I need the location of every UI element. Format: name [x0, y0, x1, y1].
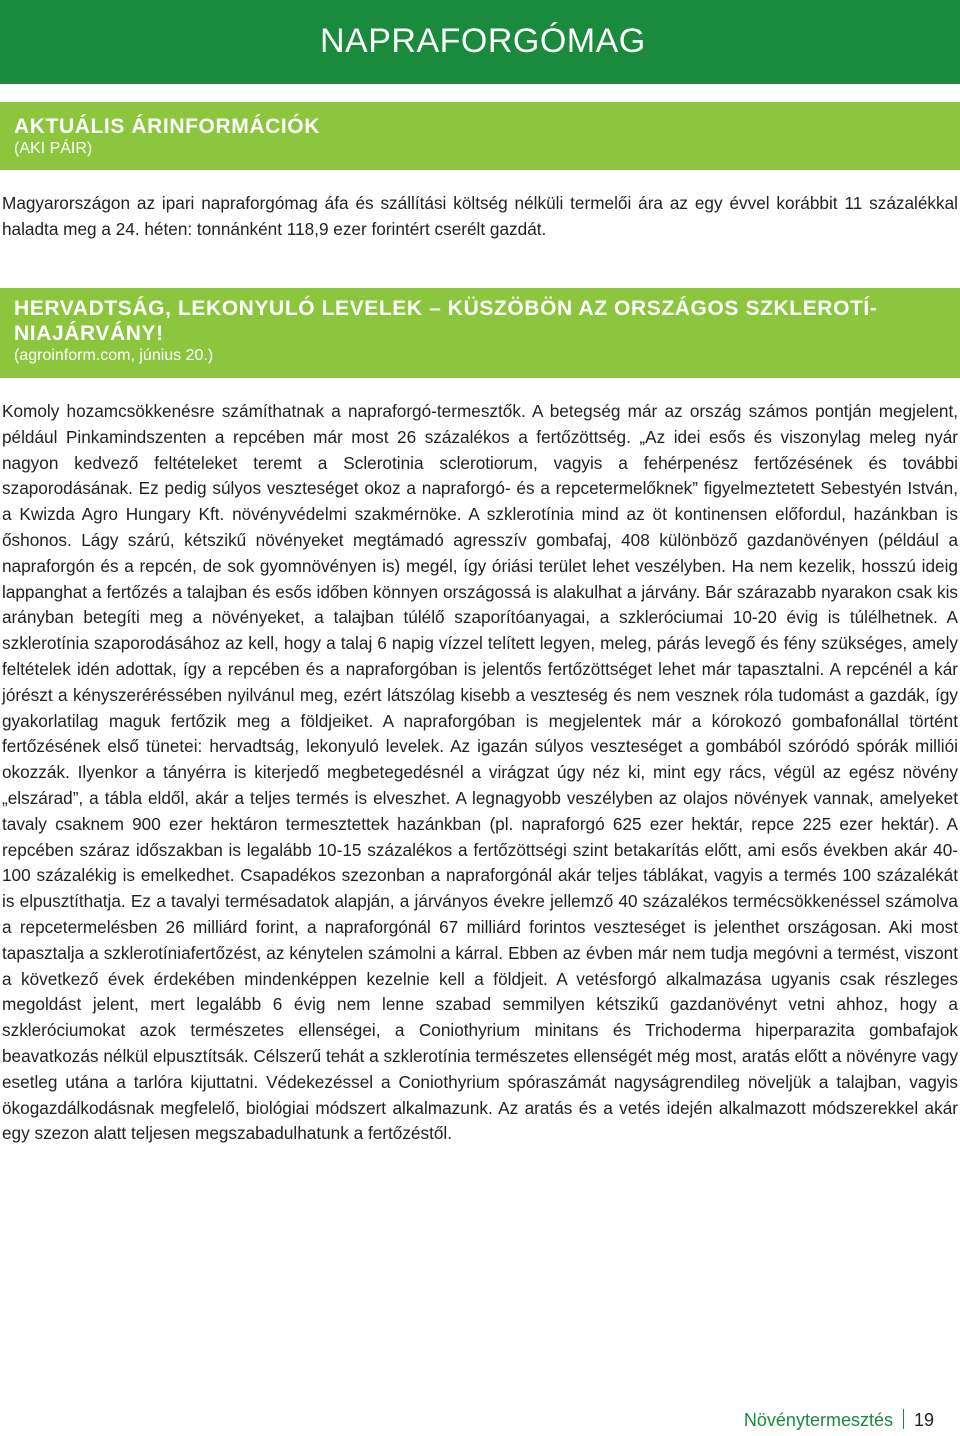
section-heading-price-info [0, 102, 960, 170]
section-title: AKTUÁLIS ÁRINFORMÁCIÓK [14, 115, 321, 138]
footer-divider [903, 1409, 904, 1429]
page-footer [744, 1409, 934, 1431]
section-source: (AKI PÁIR) [14, 140, 93, 157]
section-source: (agroinform.com, június 20.) [14, 347, 214, 364]
section-title: HERVADTSÁG, LEKONYULÓ LEVELEK – KÜSZÖBÖN AZ ORSZÁGOS SZKLEROTÍ-NIAJÁRVÁNY! [14, 297, 878, 345]
price-info-paragraph: Magyarországon az ipari napraforgómag áfa és szállítási költség nélküli termelői ára az egy évvel korábbit 11 százalékkal haladta meg a 24. héten: tonnánként 118,9 ezer forintért cserélt gazdát. [2, 193, 958, 239]
footer-section-name: Növénytermesztés [743, 1410, 893, 1430]
page-title: NAPRAFORGÓMAG [320, 22, 646, 60]
page-number: 19 [913, 1410, 934, 1430]
header-banner [0, 0, 960, 84]
section-heading-sclerotinia [0, 288, 960, 378]
article-body: Komoly hozamcsökkenésre számíthatnak a napraforgó-termesztők. A betegség már az ország számos pontján megjelent, például Pinkamindszenten a repcében már most 26 százalékos a fertőzöttség. „Az idei esős és viszonylag meleg nyár nagyon kedvező feltételeket teremt a Sclerotinia sclerotiorum, vagyis a fehérpenész fertőzésének és további szaporodásának. Ez pedig súlyos veszteséget okoz a napraforgó- és a repcetermelőknek” figyelmeztetett Sebestyén István, a Kwizda Agro Hungary Kft. növényvédelmi szakmérnöke. A szklerotínia mind az öt kontinensen előfordul, hazánkban is őshonos. Lágy szárú, kétszikű növényeket megtámadó agresszív gombafaj, 408 különböző gazdanövényen (például a napraforgón és a repcén, de sok gyomnövényen is) megél, így óriási terület lehet veszélyben. Ha nem kezelik, hosszú ideig lappanghat a fertőzés a talajban és esős időben könnyen országossá is alakulhat a járvány. Bár szárazabb nyarakon csak kis arányban betegíti meg a növényeket, a talajban túlélő szaporítóanyagai, a szkleróciumai 10-20 évig is túlélhetnek. A szklerotínia szaporodásához az kell, hogy a talaj 6 napig vízzel telített legyen, meleg, párás levegő és fény szükséges, amely feltételek idén adottak, így a repcében és a napraforgóban is jelentős fertőzöttséget lehet már tapasztalni. A repcénél a kár jórészt a kényszeréréssében nyilvánul meg, ezért látszólag kisebb a veszteség és nem vesznek róla tudomást a gazdák, így gyakorlatilag maguk fertőzik meg a földjeiket. A napraforgóban is megjelentek már a kórokozó gombafonállal történt fertőzésének első tünetei: hervadtság, lekonyuló levelek. Az igazán súlyos veszteséget a gombából szóródó spórák milliói okozzák. Ilyenkor a tányérra is kiterjedő megbetegedésnél a virágzat úgy néz ki, mint egy rács, végül az egész növény „elszárad”, a tábla eldől, akár a teljes termés is elveszhet. A legnagyobb veszélyben az olajos növények vannak, amelyeket tavaly csaknem 900 ezer hektáron termesztettek hazánkban (pl. napraforgó 625 ezer hektár, repce 225 ezer hektár). A repcében száraz időszakban is legalább 10-15 százalékos a fertőzöttségi szint betakarítás előtt, ami esős években akár 40-100 százalékig is emelkedhet. Csapadékos szezonban a napraforgónál akár teljes táblákat, vagyis a termés 100 százalékát is elpusztíthatja. Ez a tavalyi termésadatok alapján, a járványos évekre jellemző 40 százalékos termécsökkenéssel számolva a repcetermelésben 26 milliárd forint, a napraforgónál 67 milliárd forintos veszteséget is jelenthet országosan. Aki most tapasztalja a szklerotíniafertőzést, az kénytelen számolni a kárral. Ebben az évben már nem tudja megóvni a termést, viszont a következő évek érdekében mindenképpen kezelnie kell a földjeit. A vetésforgó alkalmazása ugyanis csak részleges megoldást jelent, mert legalább 6 évig nem lenne szabad semmilyen kétszikű gazdanövényt vetni ahhoz, hogy a szkleróciumokat azok természetes ellenségei, a Coniothyrium minitans és Trichoderma hiperparazita gombafajok beavatkozás nélkül elpusztítsák. Célszerű tehát a szklerotínia természetes ellenségét még most, aratás előtt a növényre vagy esetleg utána a tarlóra kijuttatni. Védekezéssel a Coniothyrium spóraszámát nagyságrendileg növeljük a talajban, vagyis ökogazdálkodásnak megfelelő, biológiai módszert alkalmazunk. Az aratás és a vetés idején alkalmazott módszerekkel akár egy szezon alatt teljesen megszabadulhatunk a fertőzéstől. [2, 401, 958, 1144]
